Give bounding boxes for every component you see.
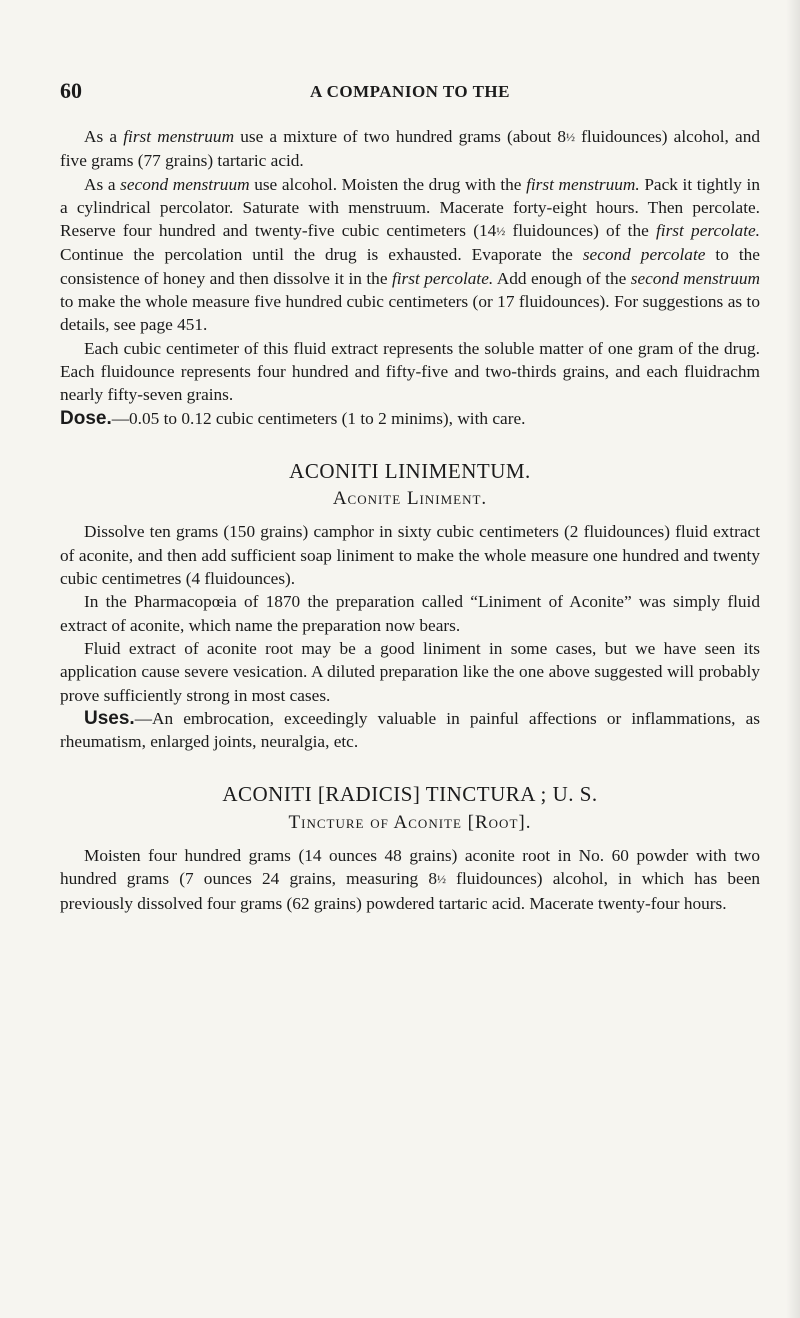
uses-text: —An embrocation, exceedingly valuable in painful affections or inflammations, as rheumatism, enlarged joints, neuralgia, etc.: [60, 708, 760, 752]
heading-aconiti-tinctura: ACONITI [RADICIS] TINCTURA ; U. S.: [222, 782, 598, 807]
paragraph-tincture-recipe: Moisten four hundred grams (14 ounces 48 grains) aconite root in No. 60 powder with two hundred grams (7 ounces 24 grains, measuring 8½ fluidounces) alcohol, in which has been previously dissolved four grams (62 grains) powdered tartaric acid. Macerate twenty-four hours.: [60, 846, 760, 913]
running-title: A COMPANION TO THE: [310, 82, 510, 101]
paragraph-pharmacopoeia: In the Pharmacopœia of 1870 the preparation called “Liniment of Aconite” was simply fluid extract of aconite, which name the preparation now bears.: [60, 592, 760, 635]
subheading-aconite-liniment: Aconite Liniment.: [332, 488, 488, 510]
running-head: [60, 78, 760, 106]
dose-text: —0.05 to 0.12 cubic centimeters (1 to 2 minims), with care.: [111, 408, 526, 428]
heading-aconiti-linimentum: ACONITI LINIMENTUM.: [289, 458, 531, 483]
paragraph-liniment-recipe: Dissolve ten grams (150 grains) camphor in sixty cubic centimeters (2 fluidounces) fluid extract of aconite, and then add sufficient soap liniment to make the whole measure one hundred and twenty cubic centimetres (4 fluidounces).: [60, 522, 760, 589]
paragraph-strength: Each cubic centimeter of this fluid extract represents the soluble matter of one gram of the drug. Each fluidounce represents four hundred and fifty-five and two-thirds grains, and each fluidrachm nearly fifty-seven grains.: [60, 338, 760, 405]
uses-paragraph: [60, 707, 760, 754]
body-text: [60, 125, 760, 915]
page-number: 60: [60, 78, 82, 103]
dose-label: Dose.: [60, 407, 112, 429]
page-edge-shadow: [786, 0, 800, 1318]
paragraph-first-menstruum: As a first menstruum use a mixture of two hundred grams (about 8½ fluidounces) alcohol, and five grams (77 grains) tartaric acid.: [60, 127, 760, 171]
subheading-tincture-of-aconite: Tincture of Aconite [Root].: [288, 811, 532, 833]
book-page: [60, 0, 760, 1318]
paragraph-vesication: Fluid extract of aconite root may be a good liniment in some cases, but we have seen its application cause severe vesication. A diluted preparation like the one above suggested will probably prove sufficiently strong in most cases.: [60, 638, 760, 705]
uses-label: Uses.: [84, 707, 135, 729]
paragraph-second-menstruum: As a second menstruum use alcohol. Moisten the drug with the first menstruum. Pack it tightly in a cylindrical percolator. Saturate with menstruum. Macerate forty-eight hours. Then percolate. Reserve four hundred and twenty-five cubic centimeters (14½ fluidounces) of the first percolate. Continue the percolation until the drug is exhausted. Evaporate the second percolate to the consistence of honey and then dissolve it in the first percolate. Add enough of the second menstruum to make the whole measure five hundred cubic centimeters (or 17 fluidounces). For suggestions as to details, see page 451.: [60, 174, 760, 335]
dose-paragraph: [60, 407, 760, 430]
